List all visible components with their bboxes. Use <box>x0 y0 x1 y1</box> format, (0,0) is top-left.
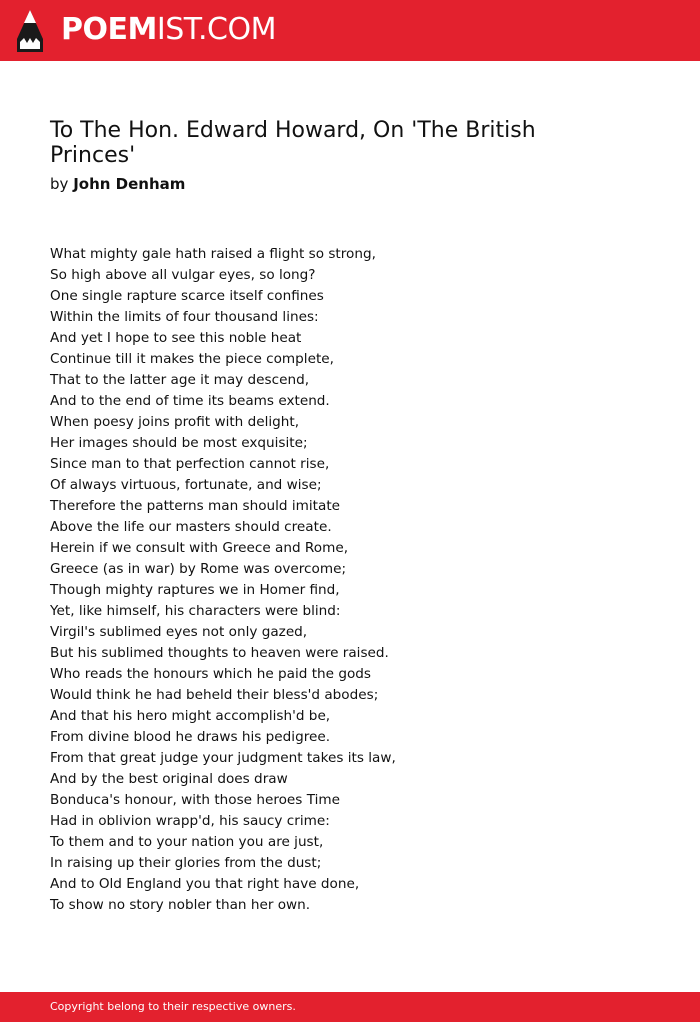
poem-line: Within the limits of four thousand lines: <box>50 309 319 325</box>
poem-line: And yet I hope to see this noble heat <box>50 330 302 346</box>
poem-line: Therefore the patterns man should imitate <box>50 498 341 514</box>
poem-line: Had in oblivion wrapp'd, his saucy crime: <box>50 813 330 829</box>
poem-line: Above the life our masters should create. <box>50 519 332 535</box>
poem-line: And that his hero might accomplish'd be, <box>50 708 331 724</box>
poem-line: Bonduca's honour, with those heroes Time <box>50 792 340 808</box>
poem-line: Who reads the honours which he paid the gods <box>50 666 372 682</box>
poem-line: Yet, like himself, his characters were blind: <box>50 603 341 619</box>
poem-line: And to Old England you that right have done, <box>50 876 360 892</box>
poem-line: Greece (as in war) by Rome was overcome; <box>50 561 347 577</box>
poem-line: One single rapture scarce itself confines <box>50 288 324 304</box>
poem-line: In raising up their glories from the dust; <box>50 855 322 871</box>
poem-line: That to the latter age it may descend, <box>50 372 310 388</box>
poem-line: And to the end of time its beams extend. <box>50 393 330 409</box>
poem-line: From that great judge your judgment takes its law, <box>50 750 396 766</box>
author-name: John Denham <box>73 175 186 193</box>
logo-light-text: IST.COM <box>156 12 276 47</box>
poem-line: Though mighty raptures we in Homer find, <box>50 582 340 598</box>
poem-line: Virgil's sublimed eyes not only gazed, <box>50 624 308 640</box>
poem-line: To show no story nobler than her own. <box>50 897 311 913</box>
poem-line: To them and to your nation you are just, <box>50 834 324 850</box>
poem-line: When poesy joins profit with delight, <box>50 414 300 430</box>
poem-line: Herein if we consult with Greece and Rome, <box>50 540 349 556</box>
poem-line: Her images should be most exquisite; <box>50 435 308 451</box>
poem-body <box>50 244 650 916</box>
poem-title: To The Hon. Edward Howard, On 'The British Princes' <box>50 118 536 168</box>
poem-line: Continue till it makes the piece complete, <box>50 351 334 367</box>
pencil-tip-icon <box>16 9 44 53</box>
poem-line: But his sublimed thoughts to heaven were raised. <box>50 645 389 661</box>
poem-line: From divine blood he draws his pedigree. <box>50 729 331 745</box>
poem-line: Since man to that perfection cannot rise, <box>50 456 330 472</box>
logo-bold-text: POEM <box>61 12 157 47</box>
poem-line: What mighty gale hath raised a flight so strong, <box>50 246 376 262</box>
site-footer <box>0 992 700 1022</box>
poem-line: Of always virtuous, fortunate, and wise; <box>50 477 322 493</box>
poem-line: And by the best original does draw <box>50 771 288 787</box>
copyright-text: Copyright belong to their respective owners. <box>50 1000 296 1013</box>
poem-line: So high above all vulgar eyes, so long? <box>50 267 316 283</box>
by-label: by <box>50 175 69 193</box>
site-header <box>0 0 700 61</box>
poem-line: Would think he had beheld their bless'd abodes; <box>50 687 379 703</box>
byline <box>50 174 185 194</box>
site-logo[interactable] <box>61 12 276 48</box>
